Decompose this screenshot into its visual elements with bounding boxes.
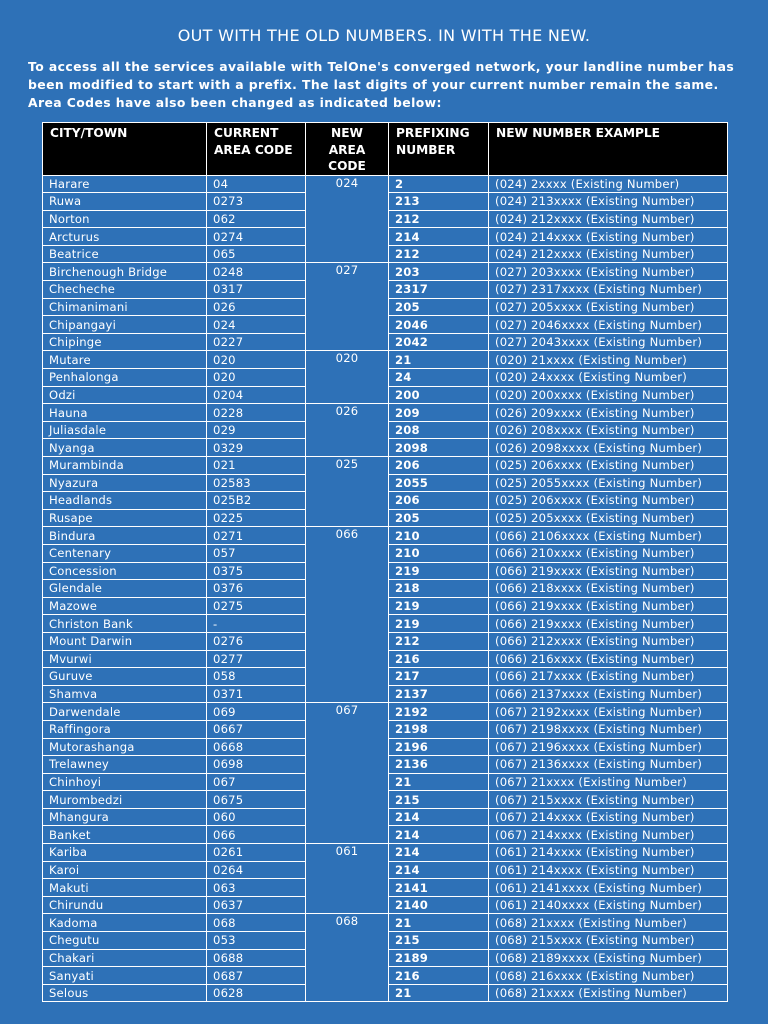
cell-new-number-example: (068) 21xxxx (Existing Number) [489, 914, 728, 932]
cell-new-area-code [306, 879, 389, 897]
cell-prefixing-number: 206 [389, 492, 489, 510]
cell-prefixing-number: 216 [389, 650, 489, 668]
cell-new-number-example: (026) 208xxxx (Existing Number) [489, 421, 728, 439]
cell-prefixing-number: 206 [389, 457, 489, 475]
cell-city: Mazowe [43, 597, 207, 615]
table-row [43, 509, 728, 527]
table-row [43, 263, 728, 281]
cell-new-number-example: (026) 209xxxx (Existing Number) [489, 404, 728, 422]
cell-city: Bindura [43, 527, 207, 545]
table-row [43, 386, 728, 404]
cell-city: Juliasdale [43, 421, 207, 439]
cell-city: Centenary [43, 544, 207, 562]
cell-new-number-example: (066) 210xxxx (Existing Number) [489, 544, 728, 562]
cell-current-area-code: 0271 [207, 527, 306, 545]
cell-city: Chirundu [43, 896, 207, 914]
table-row [43, 826, 728, 844]
table-row [43, 457, 728, 475]
cell-new-area-code [306, 668, 389, 686]
cell-new-number-example: (027) 2046xxxx (Existing Number) [489, 316, 728, 334]
table-row [43, 492, 728, 510]
cell-prefixing-number: 212 [389, 632, 489, 650]
table-row [43, 245, 728, 263]
cell-prefixing-number: 219 [389, 615, 489, 633]
cell-new-number-example: (066) 217xxxx (Existing Number) [489, 668, 728, 686]
cell-new-number-example: (025) 206xxxx (Existing Number) [489, 457, 728, 475]
cell-prefixing-number: 218 [389, 580, 489, 598]
cell-prefixing-number: 216 [389, 967, 489, 985]
table-row [43, 844, 728, 862]
cell-city: Concession [43, 562, 207, 580]
cell-new-number-example: (068) 21xxxx (Existing Number) [489, 984, 728, 1002]
table-row [43, 720, 728, 738]
cell-new-number-example: (027) 2043xxxx (Existing Number) [489, 333, 728, 351]
table-row [43, 228, 728, 246]
table-row [43, 193, 728, 211]
cell-new-area-code [306, 439, 389, 457]
cell-current-area-code: 060 [207, 808, 306, 826]
table-row [43, 756, 728, 774]
cell-current-area-code: 0688 [207, 949, 306, 967]
cell-prefixing-number: 2317 [389, 281, 489, 299]
cell-current-area-code: 058 [207, 668, 306, 686]
cell-current-area-code: 0317 [207, 281, 306, 299]
cell-new-area-code [306, 281, 389, 299]
cell-new-area-code: 026 [306, 404, 389, 422]
cell-prefixing-number: 215 [389, 791, 489, 809]
cell-prefixing-number: 209 [389, 404, 489, 422]
cell-new-number-example: (027) 2317xxxx (Existing Number) [489, 281, 728, 299]
cell-current-area-code: 065 [207, 245, 306, 263]
cell-new-area-code: 025 [306, 457, 389, 475]
cell-new-area-code: 061 [306, 844, 389, 862]
cell-prefixing-number: 203 [389, 263, 489, 281]
cell-prefixing-number: 2189 [389, 949, 489, 967]
cell-new-number-example: (066) 219xxxx (Existing Number) [489, 597, 728, 615]
cell-new-area-code [306, 773, 389, 791]
cell-city: Sanyati [43, 967, 207, 985]
cell-new-area-code [306, 228, 389, 246]
cell-prefixing-number: 214 [389, 861, 489, 879]
table-row [43, 474, 728, 492]
table-row [43, 333, 728, 351]
table-row [43, 421, 728, 439]
cell-city: Murombedzi [43, 791, 207, 809]
cell-current-area-code: 0275 [207, 597, 306, 615]
cell-prefixing-number: 214 [389, 844, 489, 862]
cell-city: Penhalonga [43, 369, 207, 387]
table-row [43, 544, 728, 562]
cell-current-area-code: 0264 [207, 861, 306, 879]
table-row [43, 773, 728, 791]
cell-current-area-code: 062 [207, 210, 306, 228]
table-row [43, 597, 728, 615]
cell-city: Nyazura [43, 474, 207, 492]
cell-city: Chimanimani [43, 298, 207, 316]
cell-current-area-code: 0376 [207, 580, 306, 598]
cell-new-area-code [306, 580, 389, 598]
cell-city: Mvurwi [43, 650, 207, 668]
cell-new-number-example: (061) 2141xxxx (Existing Number) [489, 879, 728, 897]
table-row [43, 949, 728, 967]
cell-current-area-code: 020 [207, 351, 306, 369]
cell-city: Odzi [43, 386, 207, 404]
cell-city: Murambinda [43, 457, 207, 475]
cell-city: Selous [43, 984, 207, 1002]
cell-current-area-code: 067 [207, 773, 306, 791]
cell-current-area-code: 0637 [207, 896, 306, 914]
cell-prefixing-number: 2046 [389, 316, 489, 334]
cell-current-area-code: 0227 [207, 333, 306, 351]
cell-prefixing-number: 205 [389, 298, 489, 316]
cell-current-area-code: 0277 [207, 650, 306, 668]
table-row [43, 808, 728, 826]
cell-city: Checheche [43, 281, 207, 299]
cell-new-area-code [306, 544, 389, 562]
table-row [43, 967, 728, 985]
cell-prefixing-number: 214 [389, 808, 489, 826]
cell-current-area-code: 0225 [207, 509, 306, 527]
cell-prefixing-number: 213 [389, 193, 489, 211]
cell-new-area-code [306, 245, 389, 263]
cell-city: Karoi [43, 861, 207, 879]
cell-city: Birchenough Bridge [43, 263, 207, 281]
table-row [43, 281, 728, 299]
cell-current-area-code: 066 [207, 826, 306, 844]
cell-new-area-code [306, 421, 389, 439]
cell-prefixing-number: 21 [389, 984, 489, 1002]
cell-current-area-code: 0628 [207, 984, 306, 1002]
cell-new-area-code: 020 [306, 351, 389, 369]
cell-prefixing-number: 2192 [389, 703, 489, 721]
cell-new-area-code [306, 316, 389, 334]
cell-new-area-code [306, 386, 389, 404]
cell-prefixing-number: 215 [389, 932, 489, 950]
cell-new-area-code [306, 210, 389, 228]
cell-new-number-example: (020) 24xxxx (Existing Number) [489, 369, 728, 387]
header-new-number-example: NEW NUMBER EXAMPLE [489, 123, 728, 176]
cell-new-number-example: (066) 219xxxx (Existing Number) [489, 562, 728, 580]
cell-new-area-code [306, 949, 389, 967]
cell-current-area-code: 0687 [207, 967, 306, 985]
header-prefixing-number: PREFIXING NUMBER [389, 123, 489, 176]
cell-new-number-example: (024) 213xxxx (Existing Number) [489, 193, 728, 211]
cell-new-number-example: (067) 2198xxxx (Existing Number) [489, 720, 728, 738]
cell-new-number-example: (067) 2196xxxx (Existing Number) [489, 738, 728, 756]
cell-current-area-code: 0273 [207, 193, 306, 211]
table-row [43, 914, 728, 932]
cell-new-number-example: (066) 219xxxx (Existing Number) [489, 615, 728, 633]
cell-city: Chakari [43, 949, 207, 967]
cell-city: Ruwa [43, 193, 207, 211]
cell-new-area-code [306, 756, 389, 774]
cell-new-number-example: (025) 2055xxxx (Existing Number) [489, 474, 728, 492]
cell-new-area-code [306, 967, 389, 985]
table-row [43, 668, 728, 686]
cell-current-area-code: - [207, 615, 306, 633]
cell-prefixing-number: 200 [389, 386, 489, 404]
cell-city: Shamva [43, 685, 207, 703]
cell-city: Harare [43, 175, 207, 193]
cell-prefixing-number: 2198 [389, 720, 489, 738]
cell-prefixing-number: 2 [389, 175, 489, 193]
cell-prefixing-number: 24 [389, 369, 489, 387]
cell-city: Trelawney [43, 756, 207, 774]
cell-prefixing-number: 210 [389, 527, 489, 545]
cell-new-area-code [306, 615, 389, 633]
cell-new-number-example: (067) 21xxxx (Existing Number) [489, 773, 728, 791]
cell-city: Mutorashanga [43, 738, 207, 756]
table-row [43, 210, 728, 228]
cell-current-area-code: 0375 [207, 562, 306, 580]
cell-current-area-code: 029 [207, 421, 306, 439]
cell-city: Arcturus [43, 228, 207, 246]
cell-new-number-example: (067) 215xxxx (Existing Number) [489, 791, 728, 809]
cell-current-area-code: 026 [207, 298, 306, 316]
cell-new-area-code [306, 685, 389, 703]
cell-prefixing-number: 21 [389, 773, 489, 791]
cell-new-area-code [306, 791, 389, 809]
table-row [43, 404, 728, 422]
cell-new-area-code: 027 [306, 263, 389, 281]
cell-new-number-example: (020) 21xxxx (Existing Number) [489, 351, 728, 369]
cell-current-area-code: 0204 [207, 386, 306, 404]
table-row [43, 527, 728, 545]
cell-new-number-example: (026) 2098xxxx (Existing Number) [489, 439, 728, 457]
cell-current-area-code: 024 [207, 316, 306, 334]
cell-current-area-code: 0698 [207, 756, 306, 774]
cell-city: Mhangura [43, 808, 207, 826]
cell-prefixing-number: 210 [389, 544, 489, 562]
table-row [43, 632, 728, 650]
cell-current-area-code: 053 [207, 932, 306, 950]
intro-paragraph: To access all the services available with TelOne's converged network, your landline number has been modified to start with a prefix. The last digits of your current number remain the same. Area Codes have also been changed as indicated below: [28, 59, 735, 110]
cell-current-area-code: 063 [207, 879, 306, 897]
cell-new-area-code [306, 896, 389, 914]
cell-new-number-example: (024) 212xxxx (Existing Number) [489, 210, 728, 228]
table-row [43, 351, 728, 369]
cell-new-number-example: (067) 2192xxxx (Existing Number) [489, 703, 728, 721]
cell-current-area-code: 0248 [207, 263, 306, 281]
cell-city: Beatrice [43, 245, 207, 263]
cell-new-number-example: (027) 205xxxx (Existing Number) [489, 298, 728, 316]
cell-prefixing-number: 2137 [389, 685, 489, 703]
table-row [43, 861, 728, 879]
table-row [43, 298, 728, 316]
cell-new-area-code: 066 [306, 527, 389, 545]
table-row [43, 791, 728, 809]
cell-prefixing-number: 219 [389, 562, 489, 580]
cell-prefixing-number: 212 [389, 245, 489, 263]
cell-current-area-code: 0261 [207, 844, 306, 862]
table-body [43, 175, 728, 1002]
cell-new-area-code [306, 984, 389, 1002]
cell-current-area-code: 0668 [207, 738, 306, 756]
table-row [43, 984, 728, 1002]
cell-prefixing-number: 21 [389, 914, 489, 932]
header-new-area-code: NEW AREA CODE [306, 123, 389, 176]
table-row [43, 175, 728, 193]
cell-new-number-example: (066) 2106xxxx (Existing Number) [489, 527, 728, 545]
cell-city: Headlands [43, 492, 207, 510]
cell-new-number-example: (068) 215xxxx (Existing Number) [489, 932, 728, 950]
cell-current-area-code: 02583 [207, 474, 306, 492]
cell-current-area-code: 0667 [207, 720, 306, 738]
cell-new-number-example: (024) 212xxxx (Existing Number) [489, 245, 728, 263]
table-row [43, 703, 728, 721]
table-row [43, 580, 728, 598]
cell-city: Chipinge [43, 333, 207, 351]
table-row [43, 369, 728, 387]
cell-prefixing-number: 205 [389, 509, 489, 527]
table-row [43, 932, 728, 950]
cell-city: Hauna [43, 404, 207, 422]
cell-new-number-example: (025) 205xxxx (Existing Number) [489, 509, 728, 527]
table-row [43, 685, 728, 703]
cell-city: Guruve [43, 668, 207, 686]
cell-current-area-code: 0329 [207, 439, 306, 457]
cell-current-area-code: 057 [207, 544, 306, 562]
cell-prefixing-number: 21 [389, 351, 489, 369]
cell-city: Nyanga [43, 439, 207, 457]
cell-current-area-code: 025B2 [207, 492, 306, 510]
cell-new-area-code [306, 298, 389, 316]
cell-new-number-example: (061) 214xxxx (Existing Number) [489, 861, 728, 879]
table-row [43, 316, 728, 334]
cell-new-area-code [306, 720, 389, 738]
cell-new-area-code: 067 [306, 703, 389, 721]
cell-prefixing-number: 2055 [389, 474, 489, 492]
cell-city: Christon Bank [43, 615, 207, 633]
cell-prefixing-number: 2042 [389, 333, 489, 351]
cell-new-number-example: (066) 218xxxx (Existing Number) [489, 580, 728, 598]
cell-new-area-code [306, 808, 389, 826]
cell-new-area-code [306, 474, 389, 492]
cell-current-area-code: 021 [207, 457, 306, 475]
cell-new-number-example: (027) 203xxxx (Existing Number) [489, 263, 728, 281]
table-row [43, 439, 728, 457]
cell-new-area-code [306, 932, 389, 950]
cell-new-area-code [306, 509, 389, 527]
cell-prefixing-number: 217 [389, 668, 489, 686]
cell-prefixing-number: 214 [389, 228, 489, 246]
cell-city: Mount Darwin [43, 632, 207, 650]
cell-city: Raffingora [43, 720, 207, 738]
cell-city: Kariba [43, 844, 207, 862]
cell-current-area-code: 0371 [207, 685, 306, 703]
cell-new-number-example: (068) 2189xxxx (Existing Number) [489, 949, 728, 967]
cell-city: Chegutu [43, 932, 207, 950]
cell-current-area-code: 0228 [207, 404, 306, 422]
header-current-area-code: CURRENT AREA CODE [207, 123, 306, 176]
cell-new-area-code [306, 492, 389, 510]
cell-prefixing-number: 219 [389, 597, 489, 615]
cell-city: Chipangayi [43, 316, 207, 334]
cell-city: Glendale [43, 580, 207, 598]
cell-new-area-code [306, 193, 389, 211]
cell-current-area-code: 0675 [207, 791, 306, 809]
cell-new-area-code: 068 [306, 914, 389, 932]
cell-new-area-code [306, 632, 389, 650]
page-title: OUT WITH THE OLD NUMBERS. IN WITH THE NEW. [177, 26, 591, 45]
cell-new-number-example: (020) 200xxxx (Existing Number) [489, 386, 728, 404]
cell-prefixing-number: 212 [389, 210, 489, 228]
cell-new-number-example: (061) 2140xxxx (Existing Number) [489, 896, 728, 914]
table-row [43, 615, 728, 633]
cell-new-number-example: (066) 2137xxxx (Existing Number) [489, 685, 728, 703]
cell-new-area-code [306, 738, 389, 756]
cell-city: Makuti [43, 879, 207, 897]
cell-current-area-code: 0276 [207, 632, 306, 650]
cell-new-area-code [306, 333, 389, 351]
cell-new-number-example: (067) 2136xxxx (Existing Number) [489, 756, 728, 774]
cell-current-area-code: 0274 [207, 228, 306, 246]
cell-new-number-example: (024) 2xxxx (Existing Number) [489, 175, 728, 193]
cell-city: Mutare [43, 351, 207, 369]
cell-new-area-code [306, 650, 389, 668]
cell-prefixing-number: 2136 [389, 756, 489, 774]
cell-city: Rusape [43, 509, 207, 527]
cell-new-area-code: 024 [306, 175, 389, 193]
cell-new-area-code [306, 861, 389, 879]
cell-new-number-example: (061) 214xxxx (Existing Number) [489, 844, 728, 862]
cell-city: Banket [43, 826, 207, 844]
cell-prefixing-number: 2141 [389, 879, 489, 897]
cell-city: Darwendale [43, 703, 207, 721]
cell-current-area-code: 068 [207, 914, 306, 932]
cell-prefixing-number: 2098 [389, 439, 489, 457]
table-row [43, 896, 728, 914]
cell-new-area-code [306, 826, 389, 844]
area-code-table [42, 122, 728, 1002]
cell-new-number-example: (068) 216xxxx (Existing Number) [489, 967, 728, 985]
cell-city: Kadoma [43, 914, 207, 932]
table-row [43, 738, 728, 756]
table-row [43, 879, 728, 897]
cell-city: Norton [43, 210, 207, 228]
cell-new-number-example: (025) 206xxxx (Existing Number) [489, 492, 728, 510]
cell-current-area-code: 069 [207, 703, 306, 721]
cell-new-area-code [306, 562, 389, 580]
table-row [43, 650, 728, 668]
cell-prefixing-number: 2140 [389, 896, 489, 914]
cell-current-area-code: 04 [207, 175, 306, 193]
cell-prefixing-number: 214 [389, 826, 489, 844]
cell-new-number-example: (067) 214xxxx (Existing Number) [489, 808, 728, 826]
cell-new-area-code [306, 597, 389, 615]
cell-new-number-example: (066) 216xxxx (Existing Number) [489, 650, 728, 668]
table-row [43, 562, 728, 580]
cell-prefixing-number: 2196 [389, 738, 489, 756]
cell-new-number-example: (067) 214xxxx (Existing Number) [489, 826, 728, 844]
cell-new-number-example: (066) 212xxxx (Existing Number) [489, 632, 728, 650]
header-city: CITY/TOWN [43, 123, 207, 176]
table-header-row [43, 123, 728, 176]
cell-current-area-code: 020 [207, 369, 306, 387]
cell-new-area-code [306, 369, 389, 387]
cell-city: Chinhoyi [43, 773, 207, 791]
cell-new-number-example: (024) 214xxxx (Existing Number) [489, 228, 728, 246]
cell-prefixing-number: 208 [389, 421, 489, 439]
